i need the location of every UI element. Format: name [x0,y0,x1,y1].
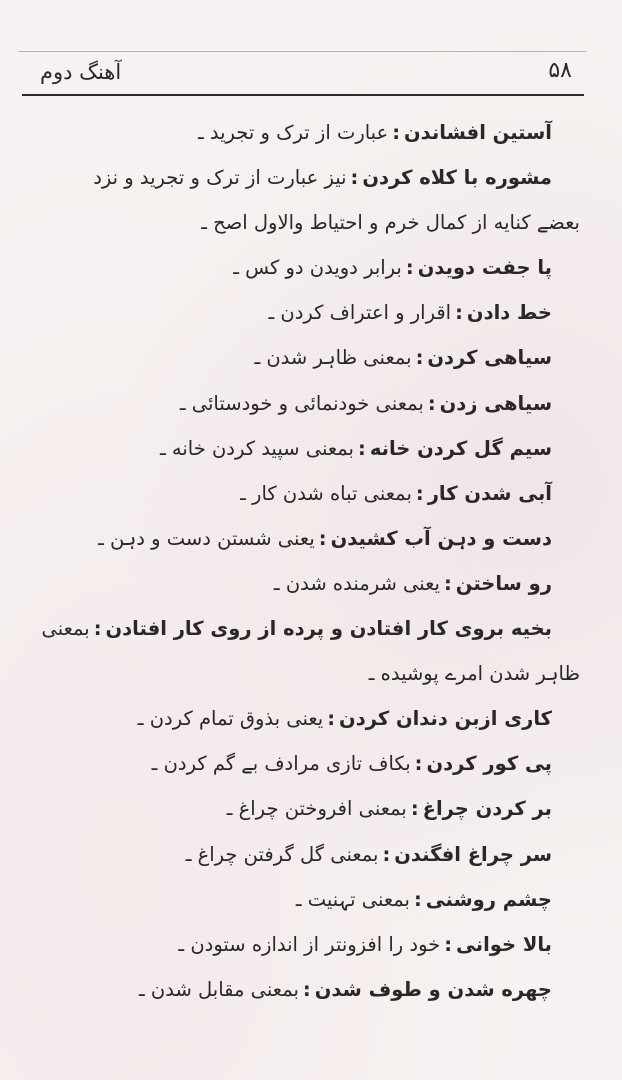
entry-separator: : [350,166,359,190]
entry-separator: : [414,752,423,776]
entry-term: پا جفت دویدن [417,256,552,280]
entry-term: دست و دہن آب کشیدن [330,526,552,550]
entry-line [30,832,580,877]
entry-term: آستین افشاندن [404,121,552,144]
entry-continuation: ظاہر شدن امرے پوشیده ـ [368,662,580,686]
entry-separator: : [415,481,424,505]
entry-separator: : [302,977,311,1001]
entry-separator: : [318,526,327,550]
entry-definition: بمعنی مقابل شدن ـ [139,977,299,1001]
entry-definition: بمعنی [41,617,90,641]
entry-separator: : [410,797,419,821]
entry-definition: یعنی شستن دست و دہن ـ [98,526,315,550]
entry-definition: بکاف تازی مرادف بے گم کردن ـ [151,752,411,776]
entry-separator: : [392,121,401,144]
entry-definition: برابر دویدن دو کس ـ [233,256,402,280]
entry-definition: یعنی بذوق تمام کردن ـ [137,707,324,731]
entry-term: سر چراغ افگندن [394,842,552,866]
entry-definition: بمعنی سپید کردن خانه ـ [159,436,354,460]
entry-line [30,877,580,922]
glossary-entries [30,110,580,1012]
running-head: آهنگ دوم [40,60,122,84]
entry-term: بخیه بروی کار افتادن و پرده از روی کار افتادن [105,617,552,641]
entry-definition: اقرار و اعتراف کردن ـ [268,301,452,325]
entry-continuation-line [30,200,580,245]
entry-definition: خود را افزونتر از اندازه ستودن ـ [178,932,441,956]
entry-line [30,426,580,471]
entry-separator: : [415,346,424,370]
entry-definition: بمعنی ظاہر شدن ـ [254,346,412,370]
entry-definition: عبارت از ترک و تجرید ـ [197,121,389,144]
entry-line [30,335,580,380]
entry-definition: یعنی شرمنده شدن ـ [273,571,440,595]
entry-term: بالا خوانی [456,932,552,956]
entry-term: کاری ازبن دندان کردن [339,707,552,731]
entry-line [30,741,580,786]
entry-definition: بمعنی تباه شدن کار ـ [240,481,412,505]
entry-definition: بمعنی تہنیت ـ [295,887,410,911]
entry-line [30,290,580,335]
entry-term: خط دادن [466,301,552,325]
page-number: ۵۸ [548,58,572,83]
entry-separator: : [405,256,414,280]
entry-separator: : [427,391,436,415]
entry-term: چهره شدن و طوف شدن [314,977,552,1001]
entry-line [30,516,580,561]
entry-line [30,786,580,831]
entry-separator: : [443,571,452,595]
entry-term: سیاهی زدن [439,391,552,415]
entry-separator: : [413,887,422,911]
entry-separator: : [382,842,391,866]
entry-line [30,606,580,651]
entry-term: سیم گل کردن خانه [369,436,552,460]
entry-continuation-line [30,651,580,696]
entry-definition: نیز عبارت از ترک و تجرید و نزد [93,166,347,190]
entry-term: مشوره با کلاه کردن [362,166,552,190]
entry-term: آبی شدن کار [427,481,552,505]
entry-line [30,381,580,426]
page-header [22,56,584,96]
entry-continuation: بعضے کنایه از کمال خرم و احتیاط والاول اصح ـ [201,211,580,235]
entry-definition: بمعنی گل گرفتن چراغ ـ [185,842,379,866]
top-rule [18,51,586,52]
entry-line [30,155,580,200]
entry-line [30,561,580,606]
entry-line [30,245,580,290]
entry-term: چشم روشنی [425,887,552,911]
entry-term: سیاهی کردن [427,346,552,370]
entry-term: بر کردن چراغ [422,797,552,821]
entry-line [30,696,580,741]
entry-definition: بمعنی خودنمائی و خودستائی ـ [179,391,424,415]
entry-line [30,471,580,516]
entry-term: رو ساختن [455,571,552,595]
entry-term: پی کور کردن [426,752,552,776]
entry-separator: : [327,707,336,731]
entry-definition: بمعنی افروختن چراغ ـ [226,797,407,821]
entry-separator: : [93,617,102,641]
entry-line [30,110,580,155]
entry-separator: : [455,301,463,325]
entry-line [30,922,580,967]
entry-line [30,967,580,1012]
entry-separator: : [358,436,366,460]
entry-separator: : [444,932,453,956]
